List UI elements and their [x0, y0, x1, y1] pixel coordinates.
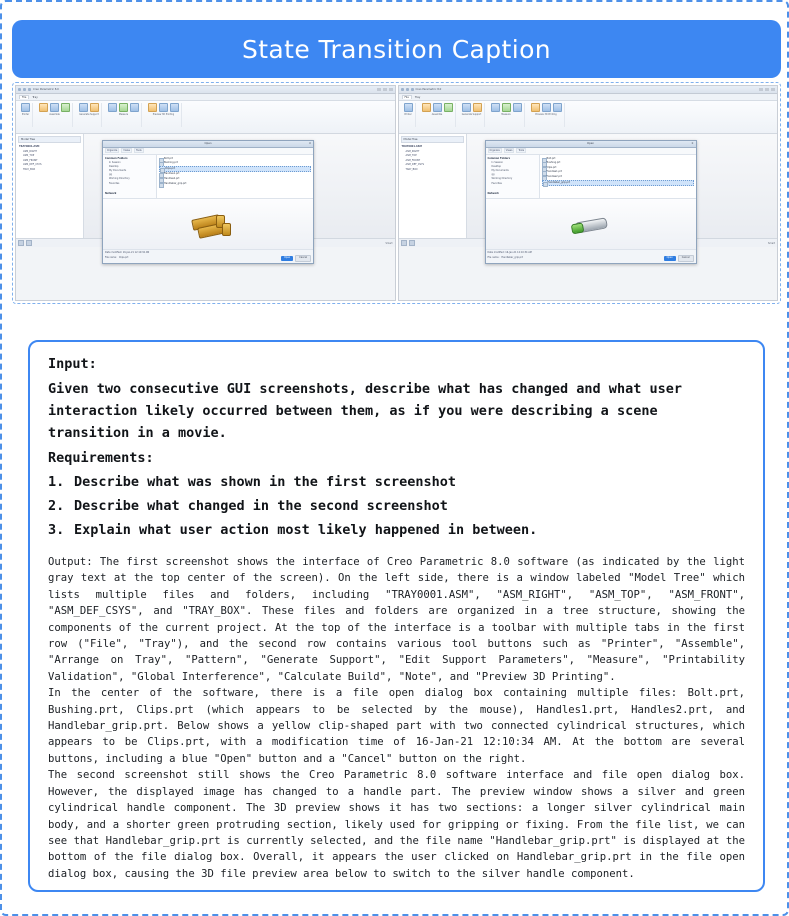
ribbon-toolbar[interactable]: [16, 101, 395, 134]
output-paragraph: The second screenshot still shows the Creo Parametric 8.0 software interface and file open dialog box. However, the displayed image has changed to a handle part. The preview window shows a silver and green cylindrical handle component. The 3D preview shows it has two sections: a longer silver cylindrical main body, and a shorter green protruding section, likely used for gripping or fixing. From the file list, we can see that Handlebar_grip.prt is currently selected, and the file name "Handlebar_grip.prt" is displayed at the bottom of the file dialog box. Overall, it appears the user clicked on Handlebar_grip.prt in the file open dialog box, causing the 3D file preview area below to switch to the silver handle component.: [48, 769, 745, 880]
sidebar-item-favorites[interactable]: Favorites: [491, 181, 502, 185]
ribbon-label-preview-3d: Preview 3D Printing: [152, 113, 175, 116]
sidebar-item-desktop[interactable]: Desktop: [109, 164, 119, 168]
tree-item-asm-right[interactable]: ASM_RIGHT: [23, 149, 37, 153]
model-tree-pane: [16, 134, 84, 238]
sidebar-item-working-directory[interactable]: Working Directory: [109, 177, 130, 181]
status-text: Smart: [768, 241, 775, 245]
app-title: Creo Parametric 8.0: [33, 88, 59, 91]
requirement-number: 1.: [48, 474, 65, 490]
file-item-handlebar-grip[interactable]: Handlebar_grip.prt: [159, 182, 311, 187]
model-tree-pane: [399, 134, 467, 238]
file-item-clips[interactable]: Clips.prt: [542, 166, 694, 171]
sidebar-item-in-session[interactable]: In Session: [491, 160, 504, 164]
tree-item-asm-top[interactable]: ASM_TOP: [23, 154, 35, 157]
ribbon-group-build[interactable]: [529, 103, 565, 127]
ribbon-label-assemble: Assemble: [49, 113, 60, 116]
tree-item-asm-front[interactable]: ASM_FRONT: [23, 158, 38, 162]
crumb-organize[interactable]: Organize: [489, 149, 500, 153]
dialog-filename-value[interactable]: Handlebar_grip.prt: [501, 256, 523, 260]
preview-3d-printing-icon[interactable]: [553, 103, 562, 112]
requirement-number: 2.: [48, 498, 65, 514]
dialog-preview-handle: [486, 198, 696, 249]
file-item-handles1[interactable]: Handles1.prt: [542, 170, 694, 175]
screenshot-after: [398, 85, 779, 301]
sidebar-header: Common Folders: [487, 156, 510, 160]
pattern-icon[interactable]: [444, 103, 453, 112]
ribbon-label-assemble: Assemble: [431, 113, 443, 116]
output-paragraph: Output: The first screenshot shows the interface of Creo Parametric 8.0 software (as indicated by the light gray text at the top center of the screen). On the left side, there is a window labeled "Model Tree" which lists multiple files and folders, including "TRAY0001.ASM", "ASM_RIGHT", "ASM_TOP", "ASM_FRONT", "ASM_DEF_CSYS", and "TRAY_BOX". These files and folders are organized in a tree structure, showing the components of the current project. At the top of the interface is a toolbar with multiple tabs in the first row ("File", "Tray"), and the second row contains various tool buttons such as "Printer", "Assemble", "Arrange on Tray", "Pattern", "Generate Support", "Edit Support Parameters", "Measure", "Printability Validation", "Global Interference", "Calculate Build", "Note", and "Preview 3D Printing".: [48, 556, 745, 683]
tree-item-asm-top[interactable]: ASM_TOP: [405, 154, 417, 157]
file-item-bushing[interactable]: Bushing.prt: [542, 161, 694, 166]
instruction-text: Given two consecutive GUI screenshots, describe what has changed and what user interaction likely occurred between them, as if you were describing a scene transition in a movie.: [48, 381, 682, 441]
save-icon: [23, 88, 26, 91]
model-tree-header: Model Tree: [18, 136, 81, 143]
clip-cap-2: [222, 223, 231, 236]
open-button[interactable]: Open: [664, 256, 676, 260]
ribbon-group-assemble[interactable]: [420, 103, 456, 127]
printability-validation-icon[interactable]: [502, 103, 511, 112]
minimize-icon[interactable]: [759, 88, 763, 91]
status-icon-2[interactable]: [26, 240, 32, 246]
ribbon-group-validation[interactable]: [489, 103, 525, 127]
crumb-views[interactable]: Views: [505, 149, 513, 153]
ribbon-group-validation[interactable]: [106, 103, 142, 127]
requirement-text: Describe what changed in the second screenshot: [74, 498, 448, 514]
file-item-handlebar-grip[interactable]: Handlebar_grip.prt: [542, 180, 694, 187]
note-icon[interactable]: [542, 103, 551, 112]
dialog-main: [103, 155, 313, 198]
output-block: [48, 554, 745, 882]
ribbon-label-printer: Printer: [21, 113, 30, 116]
open-button[interactable]: Open: [281, 256, 293, 260]
sidebar-item-working-directory[interactable]: Working Directory: [491, 177, 513, 181]
undo-icon: [28, 88, 31, 91]
requirement-item: [48, 470, 745, 494]
printer-icon[interactable]: [404, 103, 413, 112]
preview-3d-printing-icon[interactable]: [170, 103, 179, 112]
tree-item-tray-box[interactable]: TRAY_BOX: [23, 167, 36, 171]
status-icon-2[interactable]: [409, 240, 415, 246]
measure-icon[interactable]: [491, 103, 500, 112]
ribbon-group-support[interactable]: [460, 103, 485, 127]
sidebar-item-my-documents[interactable]: My Documents: [109, 169, 127, 173]
ribbon-group-assemble[interactable]: [37, 103, 73, 127]
ribbon-group-printer[interactable]: [402, 103, 416, 127]
minimize-icon[interactable]: [377, 88, 381, 91]
generate-support-icon[interactable]: [462, 103, 471, 112]
requirement-text: Explain what user action most likely happened in between.: [74, 522, 538, 538]
prompt-card: [28, 340, 765, 892]
file-item-clips[interactable]: Clips.prt: [159, 166, 311, 173]
note-icon[interactable]: [159, 103, 168, 112]
status-icon-1[interactable]: [18, 240, 24, 246]
dialog-close-icon[interactable]: ✕: [308, 142, 311, 146]
sidebar-item-gg[interactable]: gg: [491, 173, 495, 177]
file-item-bolt[interactable]: Bolt.prt: [159, 157, 311, 162]
printability-validation-icon[interactable]: [119, 103, 128, 112]
tab-tray[interactable]: Tray: [414, 95, 421, 99]
dialog-sidebar[interactable]: [486, 155, 540, 198]
status-icon-1[interactable]: [401, 240, 407, 246]
ribbon-tabs[interactable]: [399, 94, 778, 101]
dialog-footer: [486, 249, 696, 263]
title-banner: [12, 20, 781, 78]
dialog-titlebar: [103, 141, 313, 148]
save-icon: [406, 88, 409, 91]
app-icon: [401, 88, 404, 91]
crumb-tools[interactable]: Tools: [518, 149, 525, 153]
maximize-icon[interactable]: [383, 88, 387, 91]
dialog-path-bar[interactable]: [486, 148, 696, 155]
page-title: State Transition Caption: [241, 34, 552, 64]
file-item-handles2[interactable]: Handles2.prt: [159, 177, 311, 182]
screenshot-pair: [12, 82, 781, 304]
tree-item-asm-def-csys[interactable]: ASM_DEF_CSYS: [23, 163, 42, 166]
ribbon-label-generate-support: Generate Support: [461, 113, 482, 116]
tree-item-asm-def-csys[interactable]: ASM_DEF_CSYS: [405, 163, 424, 166]
dialog-path-bar[interactable]: [103, 148, 313, 155]
close-icon[interactable]: [771, 88, 775, 91]
tree-item-tray-box[interactable]: TRAY_BOX: [405, 167, 418, 171]
requirements-label: Requirements:: [48, 450, 154, 466]
dialog-main: [486, 155, 696, 198]
dialog-filename-label: File name:: [105, 256, 117, 260]
ribbon-tabs[interactable]: [16, 94, 395, 101]
window-buttons[interactable]: [759, 88, 775, 91]
sidebar-item-desktop[interactable]: Desktop: [491, 164, 501, 168]
tree-item-asm-front[interactable]: ASM_FRONT: [405, 158, 421, 162]
crumb-tools[interactable]: Tools: [135, 149, 142, 153]
printer-icon[interactable]: [21, 103, 30, 112]
dialog-sidebar[interactable]: [103, 155, 157, 198]
ribbon-group-build[interactable]: [146, 103, 182, 127]
edit-support-parameters-icon[interactable]: [473, 103, 482, 112]
requirement-text: Describe what was shown in the first screenshot: [74, 474, 457, 490]
dialog-filename-label: File name:: [487, 256, 500, 260]
sidebar-item-my-documents[interactable]: My Documents: [491, 169, 509, 173]
tree-item-root[interactable]: TRAY0001.ASM: [401, 145, 422, 148]
ribbon-group-printer[interactable]: [19, 103, 33, 127]
ribbon-label-measure: Measure: [501, 113, 511, 116]
app-title: Creo Parametric 8.0: [415, 88, 442, 91]
dialog-close-icon[interactable]: ✕: [691, 142, 694, 146]
file-open-dialog[interactable]: [485, 140, 697, 264]
handle-green-section: [570, 222, 584, 234]
dialog-title: Open: [587, 142, 594, 146]
dialog-titlebar: [486, 141, 696, 148]
requirement-item: [48, 518, 745, 542]
dialog-modified-label: Date modified: 16-Jan-21 12:10:34 AM: [487, 251, 532, 255]
arrange-on-tray-icon[interactable]: [50, 103, 59, 112]
requirement-item: [48, 494, 745, 518]
sidebar-network-label[interactable]: Network: [105, 191, 117, 195]
file-item-handles2[interactable]: Handles2.prt: [542, 175, 694, 180]
ribbon-toolbar[interactable]: [399, 101, 778, 134]
dialog-file-list[interactable]: [540, 155, 696, 198]
ribbon-label-measure: Measure: [118, 113, 129, 116]
tab-file[interactable]: File: [402, 95, 412, 99]
status-text: Smart: [385, 241, 393, 245]
app-titlebar: [399, 86, 778, 94]
app-body: [399, 134, 778, 260]
calculate-build-icon[interactable]: [148, 103, 157, 112]
dialog-footer: [103, 249, 313, 263]
global-interference-icon[interactable]: [513, 103, 522, 112]
dialog-filename-value[interactable]: Clips.prt: [118, 256, 129, 260]
screenshot-before: [15, 85, 396, 301]
assemble-icon[interactable]: [39, 103, 48, 112]
window-buttons[interactable]: [377, 88, 393, 91]
file-open-dialog[interactable]: [102, 140, 314, 264]
graphics-area[interactable]: [467, 134, 778, 260]
ribbon-group-support[interactable]: [77, 103, 102, 127]
close-icon[interactable]: [389, 88, 393, 91]
edit-support-parameters-icon[interactable]: [90, 103, 99, 112]
sidebar-network-label[interactable]: Network: [487, 191, 499, 195]
file-item-bushing[interactable]: Bushing.prt: [159, 161, 311, 166]
dialog-filename-row[interactable]: [105, 255, 311, 261]
dialog-preview-clips: [103, 198, 313, 249]
dialog-modified-label: Date modified: 16-Jan-21 12:10:34 AM: [105, 251, 150, 255]
cancel-button[interactable]: Cancel: [678, 255, 694, 261]
requirements-list: [48, 470, 745, 542]
sidebar-item-gg[interactable]: gg: [109, 173, 112, 177]
ribbon-label-preview-3d: Preview 3D Printing: [535, 113, 557, 116]
crumb-views[interactable]: Views: [123, 149, 130, 153]
undo-icon: [411, 88, 414, 91]
tree-item-root[interactable]: TRAY0001.ASM: [19, 145, 40, 148]
output-paragraph: In the center of the software, there is a file open dialog box containing multiple files: Bolt.prt, Bushing.prt, Clips.prt (which appears to be selected by the mouse), Handles1.prt, Handles2.prt, and Handlebar_grip.prt. Below shows a yellow clip-shaped part with two connected cylindrical structures, which appears to be Clips.prt, with a modification time of 16-Jan-21 12:10:34 AM. At the bottom are several buttons, including a blue "Open" button and a "Cancel" button on the right.: [48, 687, 745, 765]
calculate-build-icon[interactable]: [531, 103, 540, 112]
app-titlebar: [16, 86, 395, 94]
dialog-file-list[interactable]: [157, 155, 313, 198]
model-tree-header: Model Tree: [401, 136, 464, 143]
file-item-bolt[interactable]: Bolt.prt: [542, 157, 694, 162]
arrange-on-tray-icon[interactable]: [433, 103, 442, 112]
tab-file[interactable]: File: [19, 95, 29, 99]
ribbon-label-printer: Printer: [404, 113, 412, 116]
sidebar-header: Common Folders: [105, 156, 128, 160]
generate-support-icon[interactable]: [79, 103, 88, 112]
tree-item-asm-right[interactable]: ASM_RIGHT: [405, 149, 420, 153]
assemble-icon[interactable]: [422, 103, 431, 112]
cancel-button[interactable]: Cancel: [295, 255, 311, 261]
input-label: Input:: [48, 356, 97, 372]
dialog-filename-row[interactable]: [488, 255, 694, 261]
app-icon: [18, 88, 21, 91]
tab-tray[interactable]: Tray: [32, 95, 38, 99]
global-interference-icon[interactable]: [130, 103, 139, 112]
pattern-icon[interactable]: [61, 103, 70, 112]
crumb-organize[interactable]: Organize: [107, 149, 118, 153]
sidebar-item-in-session[interactable]: In Session: [109, 160, 121, 164]
requirement-number: 3.: [48, 522, 65, 538]
ribbon-label-generate-support: Generate Support: [79, 113, 99, 116]
sidebar-item-favorites[interactable]: Favorites: [109, 181, 120, 185]
file-item-handles1[interactable]: Handles1.prt: [159, 172, 311, 177]
maximize-icon[interactable]: [765, 88, 769, 91]
measure-icon[interactable]: [108, 103, 117, 112]
dialog-title: Open: [204, 142, 212, 146]
